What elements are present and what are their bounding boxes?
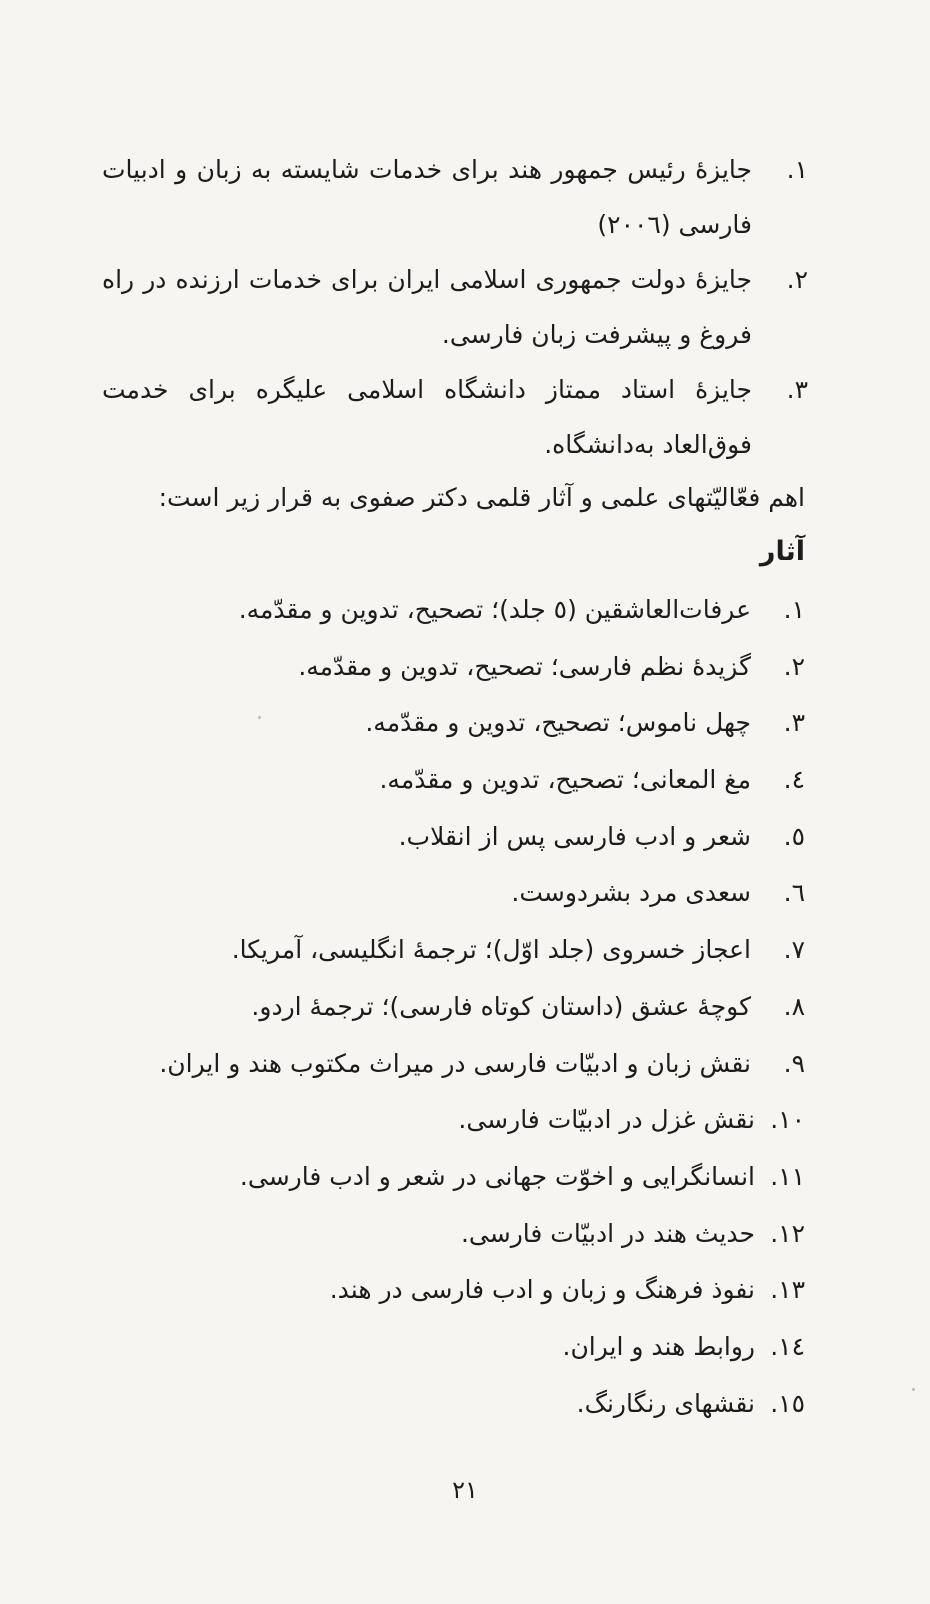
item-number: ۸. bbox=[783, 991, 805, 1021]
item-text: انسانگرایی و اخوّت جهانی در شعر و ادب فارسی. bbox=[239, 1161, 755, 1191]
item-number: ۲. bbox=[786, 265, 808, 294]
list-item bbox=[65, 1149, 805, 1206]
item-text: نقش غزل در ادبیّات فارسی. bbox=[458, 1105, 755, 1135]
item-number: ۲. bbox=[783, 651, 805, 681]
list-item bbox=[102, 362, 808, 472]
list-item bbox=[65, 1376, 805, 1433]
item-text: چهل ناموس؛ تصحیح، تدوین و مقدّمه. bbox=[365, 708, 751, 738]
item-number: ۳. bbox=[786, 375, 808, 404]
item-text: اعجاز خسروی (جلد اوّل)؛ ترجمهٔ انگلیسی، آمریکا. bbox=[231, 935, 751, 965]
item-text: جایزهٔ استاد ممتاز دانشگاه اسلامی علیگره برای خدمت فوق‌العاد به‌دانشگاه. bbox=[102, 375, 752, 459]
list-item bbox=[65, 695, 805, 752]
item-number: ٦. bbox=[783, 878, 805, 908]
paper-speck bbox=[912, 1388, 915, 1391]
item-number: ٥. bbox=[783, 821, 805, 851]
item-text: سعدی مرد بشردوست. bbox=[511, 878, 751, 908]
item-number: ۱. bbox=[783, 595, 805, 624]
list-item bbox=[65, 865, 805, 922]
list-item bbox=[102, 142, 808, 252]
item-text: گزیدهٔ نظم فارسی؛ تصحیح، تدوین و مقدّمه. bbox=[298, 651, 751, 681]
paper-speck bbox=[258, 716, 261, 719]
section-heading: آثار bbox=[759, 536, 805, 567]
item-number: ۱۳. bbox=[770, 1275, 805, 1305]
list-item bbox=[65, 752, 805, 809]
item-text: نفوذ فرهنگ و زبان و ادب فارسی در هند. bbox=[329, 1275, 755, 1305]
item-text: حدیث هند در ادبیّات فارسی. bbox=[460, 1218, 755, 1248]
item-number: ۱. bbox=[786, 155, 808, 184]
item-number: ۷. bbox=[783, 935, 805, 965]
list-item bbox=[65, 979, 805, 1036]
item-text: مغ المعانی؛ تصحیح، تدوین و مقدّمه. bbox=[379, 765, 751, 795]
item-number: ۱۰. bbox=[770, 1105, 805, 1135]
list-item bbox=[102, 252, 808, 362]
list-item bbox=[65, 809, 805, 866]
item-text: روابط هند و ایران. bbox=[562, 1331, 755, 1361]
item-text: نقشهای رنگارنگ. bbox=[576, 1388, 755, 1418]
list-item bbox=[65, 582, 805, 639]
list-item bbox=[65, 639, 805, 696]
list-item bbox=[65, 1262, 805, 1319]
item-text: جایزهٔ دولت جمهوری اسلامی ایران برای خدمات ارزنده در راه فروغ و پیشرفت زبان فارسی. bbox=[102, 265, 752, 349]
list-item bbox=[65, 1319, 805, 1376]
item-number: ٤. bbox=[783, 765, 805, 795]
intro-paragraph: اهم فعّالیّتهای علمی و آثار قلمی دکتر صفوی به قرار زیر است: bbox=[158, 483, 805, 512]
item-number: ۱٤. bbox=[770, 1331, 805, 1361]
item-number: ۱٥. bbox=[770, 1388, 805, 1418]
item-number: ۳. bbox=[783, 708, 805, 738]
item-number: ۹. bbox=[783, 1048, 805, 1078]
list-item bbox=[65, 1092, 805, 1149]
awards-list bbox=[102, 142, 808, 472]
item-number: ۱۲. bbox=[770, 1218, 805, 1248]
works-list bbox=[65, 582, 805, 1432]
item-text: نقش زبان و ادبیّات فارسی در میراث مکتوب هند و ایران. bbox=[159, 1048, 751, 1078]
list-item bbox=[65, 1036, 805, 1093]
item-number: ۱۱. bbox=[770, 1161, 805, 1191]
page-number: ۲۱ bbox=[452, 1476, 478, 1504]
list-item bbox=[65, 1206, 805, 1263]
list-item bbox=[65, 922, 805, 979]
item-text: عرفات‌العاشقین (٥ جلد)؛ تصحیح، تدوین و مقدّمه. bbox=[238, 595, 751, 624]
item-text: کوچهٔ عشق (داستان کوتاه فارسی)؛ ترجمهٔ اردو. bbox=[251, 991, 751, 1021]
item-text: جایزهٔ رئیس جمهور هند برای خدمات شایسته به زبان و ادبیات فارسی (۲۰۰٦) bbox=[102, 155, 752, 239]
item-text: شعر و ادب فارسی پس از انقلاب. bbox=[398, 821, 751, 851]
